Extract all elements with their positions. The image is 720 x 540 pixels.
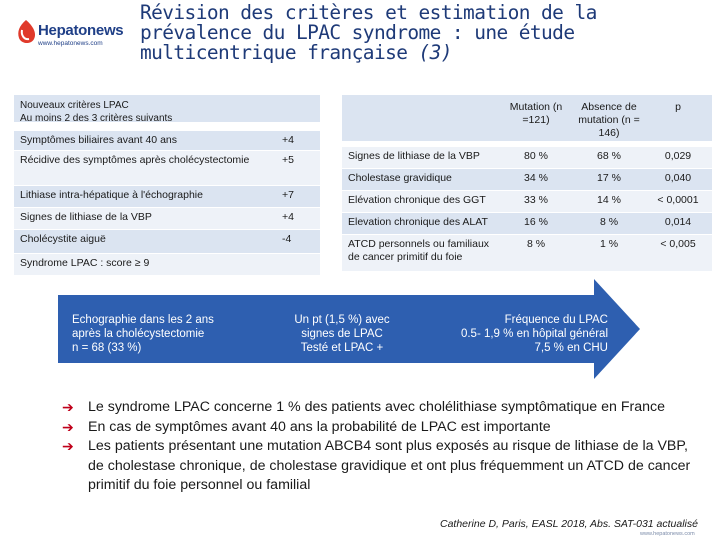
header-p: p (675, 101, 681, 113)
row-label: Cholestase gravidique (348, 172, 452, 184)
hepatonews-logo-icon (14, 18, 38, 48)
list-item (62, 437, 702, 496)
table-row (14, 254, 320, 276)
absence-value: 17 % (597, 172, 621, 184)
criterion-label: Symptômes biliaires avant 40 ans (20, 134, 177, 146)
header-absence: Absence de mutation (n = 146) (578, 101, 640, 139)
list-item (62, 418, 702, 438)
site-url: www.hepatonews.com (640, 531, 695, 537)
bullet-text: Le syndrome LPAC concerne 1 % des patients avec cholélithiase symptômatique en France (88, 399, 666, 415)
title-main: Révision des critères et estimation de la prévalence du LPAC syndrome : une étude multicentrique française (140, 1, 597, 64)
table-row (342, 147, 712, 169)
row-label: Elevation chronique des ALAT (348, 216, 488, 228)
absence-value: 14 % (597, 194, 621, 206)
mutation-value: 8 % (526, 238, 546, 250)
table-row (342, 235, 712, 272)
p-value: < 0,005 (660, 238, 696, 250)
arrow-line: n = 68 (33 %) (72, 342, 142, 354)
table-row (342, 169, 712, 191)
table-row (14, 208, 320, 230)
bullet-text: Les patients présentant une mutation ABCB4 sont plus exposés au risque de lithiase de la VBP, de cholestase chronique, de cholestase gravidique et ont plus fréquemment un ATCD de cancer primitif du foie personnel ou familial (88, 438, 691, 493)
table-row (342, 213, 712, 235)
arrow-line: 7,5 % en CHU (534, 342, 608, 354)
arrow-line: Testé et LPAC + (300, 342, 384, 354)
criteria-header-line2: Au moins 2 des 3 critères suivants (20, 113, 173, 124)
citation: Catherine D, Paris, EASL 2018, Abs. SAT-031 actualisé (440, 518, 698, 530)
right-arrow-icon: ➔ (62, 399, 74, 415)
bullet-text: En cas de symptômes avant 40 ans la probabilité de LPAC est importante (88, 418, 551, 435)
arrow-text-echography (72, 313, 262, 355)
right-arrow-icon: ➔ (62, 438, 74, 454)
criterion-points: -4 (282, 233, 292, 245)
criterion-label: Lithiase intra-hépatique à l'échographie (20, 189, 203, 201)
table-row (14, 230, 320, 254)
comparison-table-header (342, 95, 712, 141)
criterion-points: +5 (282, 154, 294, 166)
header-mutation: Mutation (n =121) (509, 101, 563, 126)
score-threshold: Syndrome LPAC : score ≥ 9 (20, 257, 150, 269)
criteria-header-line1: Nouveaux critères LPAC (20, 100, 129, 111)
p-value: 0,040 (664, 172, 692, 184)
criterion-points: +7 (282, 189, 294, 201)
page-title (140, 3, 700, 63)
row-label: ATCD personnels ou familiaux de cancer primitif du foie (348, 238, 490, 263)
table-row (14, 131, 320, 151)
arrow-line: après la cholécystectomie (72, 328, 205, 340)
criteria-table-header (14, 95, 320, 122)
table-row (14, 151, 320, 186)
mutation-value: 16 % (524, 216, 548, 228)
mutation-value: 80 % (524, 150, 548, 162)
absence-value: 8 % (599, 216, 619, 228)
arrow-line: signes de LPAC (301, 328, 383, 340)
title-ref: (3) (418, 41, 452, 64)
criterion-points: +4 (282, 211, 294, 223)
arrow-line: Echographie dans les 2 ans (72, 314, 214, 326)
arrow-line: Fréquence du LPAC (504, 314, 608, 326)
absence-value: 68 % (597, 150, 621, 162)
table-row (342, 191, 712, 213)
mutation-comparison-table (342, 95, 712, 272)
criterion-label: Signes de lithiase de la VBP (20, 211, 152, 223)
p-value: 0,014 (664, 216, 692, 228)
list-item (62, 398, 702, 418)
arrow-text-frequency (420, 313, 608, 355)
p-value: < 0,0001 (657, 194, 699, 206)
criterion-points: +4 (282, 134, 294, 146)
table-row (14, 186, 320, 208)
row-label: Elévation chronique des GGT (348, 194, 486, 206)
criterion-points (282, 254, 320, 275)
criterion-label: Cholécystite aiguë (20, 233, 106, 245)
absence-value: 1 % (599, 238, 619, 250)
conclusions-list (62, 398, 702, 496)
row-label: Signes de lithiase de la VBP (348, 150, 480, 162)
arrow-line: 0.5- 1,9 % en hôpital général (460, 328, 608, 340)
criteria-table (14, 95, 320, 276)
p-value: 0,029 (664, 150, 692, 162)
logo-name: Hepatonews (38, 22, 124, 39)
criterion-label: Récidive des symptômes après cholécystectomie (20, 154, 250, 166)
arrow-line: Un pt (1,5 %) avec (294, 314, 390, 326)
right-arrow-icon: ➔ (62, 418, 74, 435)
mutation-value: 34 % (524, 172, 548, 184)
logo-url: www.hepatonews.com (38, 40, 103, 47)
arrow-text-patient (272, 313, 412, 355)
mutation-value: 33 % (524, 194, 548, 206)
